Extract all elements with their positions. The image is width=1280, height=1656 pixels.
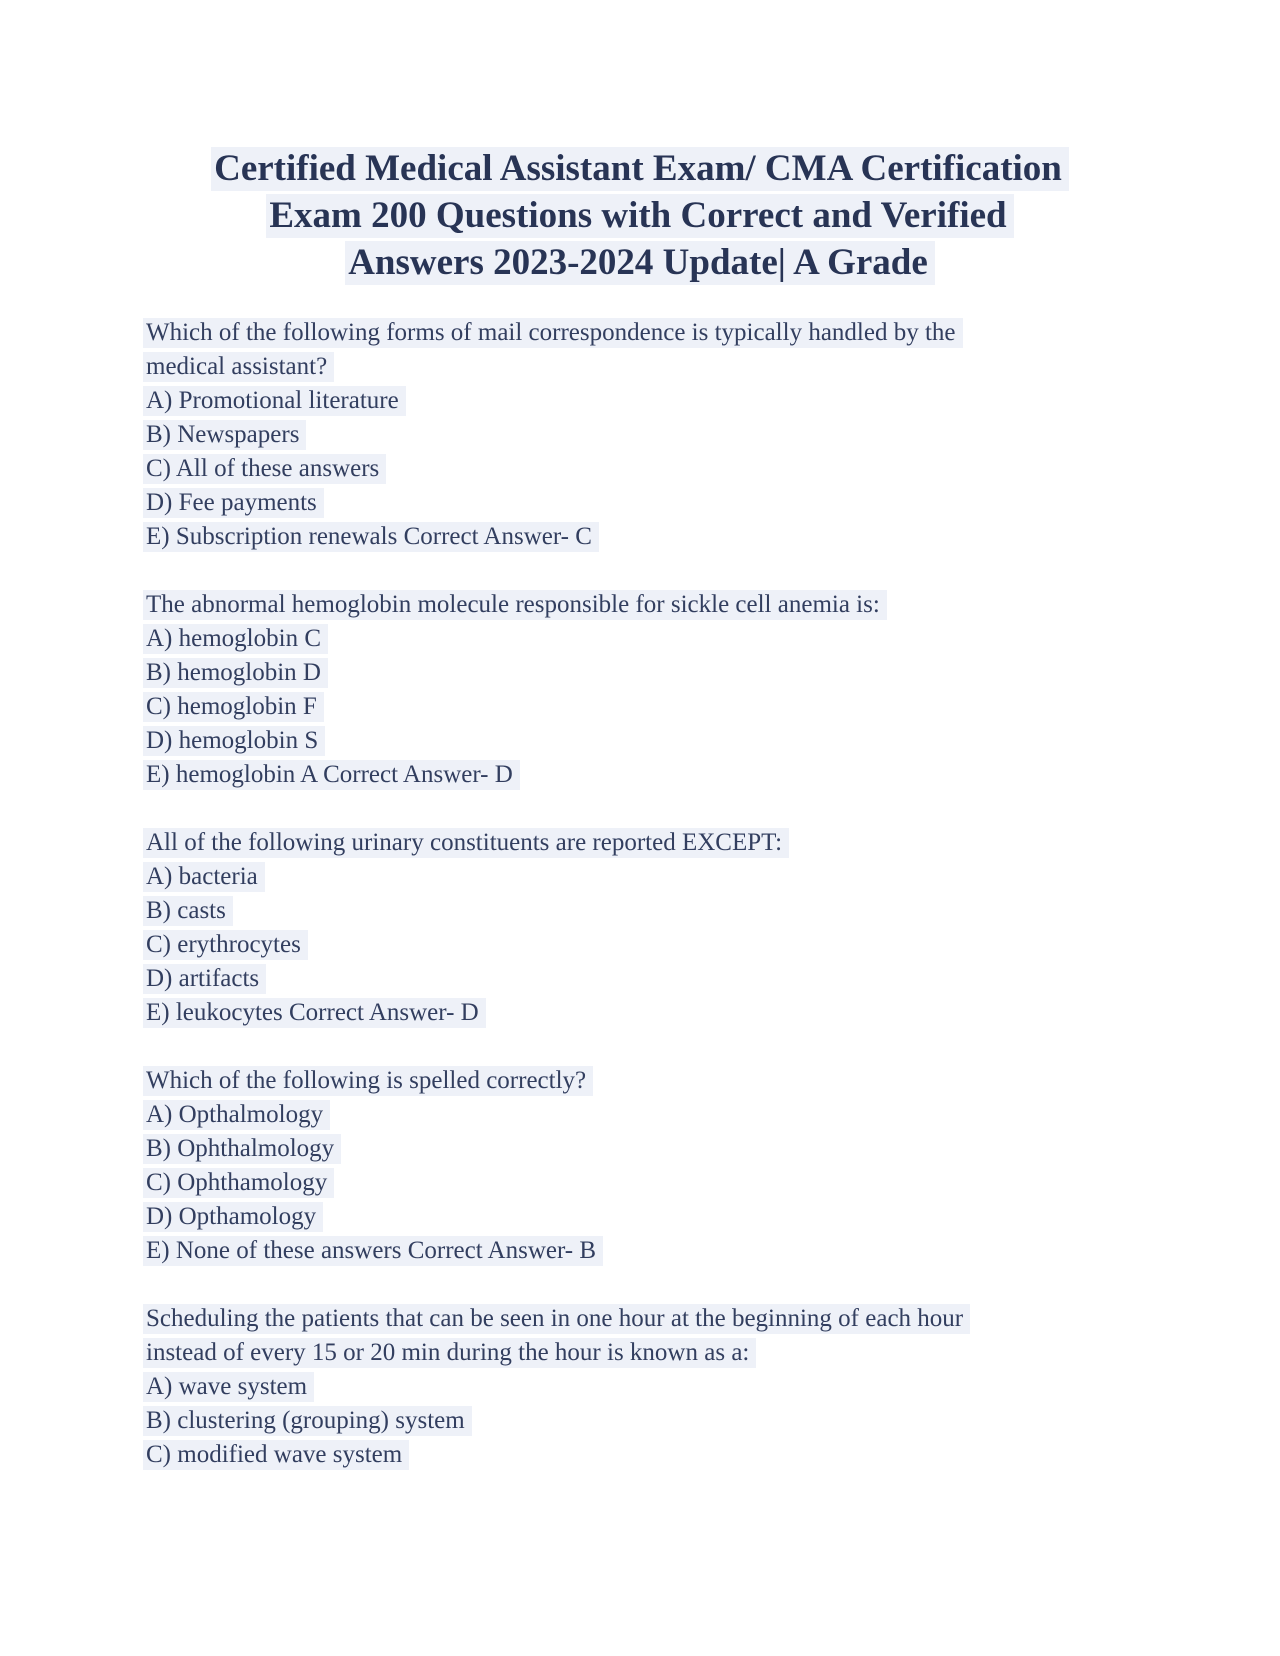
question-2-option-a (143, 622, 1203, 656)
question-1-option-d (143, 486, 1203, 520)
question-4-option-b (143, 1132, 1203, 1166)
question-1-option-e (143, 520, 1203, 554)
question-1-text-1: Which of the following forms of mail correspondence is typically handled by the (143, 318, 963, 348)
question-gap (143, 1268, 1203, 1302)
question-3-option-b-text: B) casts (143, 896, 233, 926)
question-3-option-d (143, 962, 1203, 996)
document-title-text-1: Certified Medical Assistant Exam/ CMA Certification (211, 147, 1069, 191)
question-5-text-line-2 (143, 1336, 1203, 1370)
question-1-option-c-text: C) All of these answers (143, 454, 386, 484)
question-2-text-1: The abnormal hemoglobin molecule responsible for sickle cell anemia is: (143, 590, 887, 620)
question-gap (143, 1030, 1203, 1064)
question-1-option-b-text: B) Newspapers (143, 420, 306, 450)
question-1-text-line-2 (143, 350, 1203, 384)
question-5 (143, 1302, 1203, 1472)
question-4 (143, 1064, 1203, 1268)
question-2-option-e (143, 758, 1203, 792)
question-2-option-e-text: E) hemoglobin A Correct Answer- D (143, 760, 520, 790)
question-5-text-line-1 (143, 1302, 1203, 1336)
question-2-option-b (143, 656, 1203, 690)
question-4-option-d-text: D) Opthamology (143, 1202, 323, 1232)
question-4-text-1: Which of the following is spelled correctly? (143, 1066, 593, 1096)
question-2-option-b-text: B) hemoglobin D (143, 658, 328, 688)
document-title-text-3: Answers 2023-2024 Update| A Grade (345, 241, 935, 285)
question-4-option-a (143, 1098, 1203, 1132)
question-1 (143, 316, 1203, 554)
question-4-option-d (143, 1200, 1203, 1234)
question-4-option-e (143, 1234, 1203, 1268)
question-5-option-b-text: B) clustering (grouping) system (143, 1406, 472, 1436)
question-3-option-d-text: D) artifacts (143, 964, 266, 994)
question-4-option-c-text: C) Ophthamology (143, 1168, 334, 1198)
question-1-option-b (143, 418, 1203, 452)
question-3-option-e (143, 996, 1203, 1030)
question-1-option-d-text: D) Fee payments (143, 488, 324, 518)
question-3-option-a-text: A) bacteria (143, 862, 265, 892)
question-4-option-b-text: B) Ophthalmology (143, 1134, 341, 1164)
question-5-option-a-text: A) wave system (143, 1372, 314, 1402)
question-3-option-b (143, 894, 1203, 928)
question-1-text-line-1 (143, 316, 1203, 350)
document-body (143, 316, 1203, 1472)
question-4-option-e-text: E) None of these answers Correct Answer- B (143, 1236, 603, 1266)
question-4-option-c (143, 1166, 1203, 1200)
question-3-option-c (143, 928, 1203, 962)
question-5-option-c (143, 1438, 1203, 1472)
question-gap (143, 554, 1203, 588)
question-1-option-a-text: A) Promotional literature (143, 386, 406, 416)
question-1-option-a (143, 384, 1203, 418)
question-2-option-d-text: D) hemoglobin S (143, 726, 325, 756)
question-3-text-1: All of the following urinary constituents are reported EXCEPT: (143, 828, 789, 858)
question-3-option-e-text: E) leukocytes Correct Answer- D (143, 998, 486, 1028)
question-3 (143, 826, 1203, 1030)
question-1-option-c (143, 452, 1203, 486)
question-5-option-c-text: C) modified wave system (143, 1440, 409, 1470)
question-4-text-line-1 (143, 1064, 1203, 1098)
question-5-text-2: instead of every 15 or 20 min during the hour is known as a: (143, 1338, 756, 1368)
question-5-text-1: Scheduling the patients that can be seen in one hour at the beginning of each hour (143, 1304, 970, 1334)
document-title-text-2: Exam 200 Questions with Correct and Verified (266, 194, 1013, 238)
question-gap (143, 792, 1203, 826)
question-2 (143, 588, 1203, 792)
question-3-option-a (143, 860, 1203, 894)
question-3-option-c-text: C) erythrocytes (143, 930, 308, 960)
document-title-line-3 (0, 239, 1280, 286)
question-4-option-a-text: A) Opthalmology (143, 1100, 330, 1130)
question-2-option-c-text: C) hemoglobin F (143, 692, 324, 722)
question-1-option-e-text: E) Subscription renewals Correct Answer- C (143, 522, 599, 552)
question-3-text-line-1 (143, 826, 1203, 860)
question-2-option-c (143, 690, 1203, 724)
document-title-line-1 (0, 145, 1280, 192)
document-title-line-2 (0, 192, 1280, 239)
document-title (0, 0, 1280, 286)
question-5-option-b (143, 1404, 1203, 1438)
question-5-option-a (143, 1370, 1203, 1404)
question-2-text-line-1 (143, 588, 1203, 622)
question-2-option-d (143, 724, 1203, 758)
question-2-option-a-text: A) hemoglobin C (143, 624, 328, 654)
question-1-text-2: medical assistant? (143, 352, 334, 382)
